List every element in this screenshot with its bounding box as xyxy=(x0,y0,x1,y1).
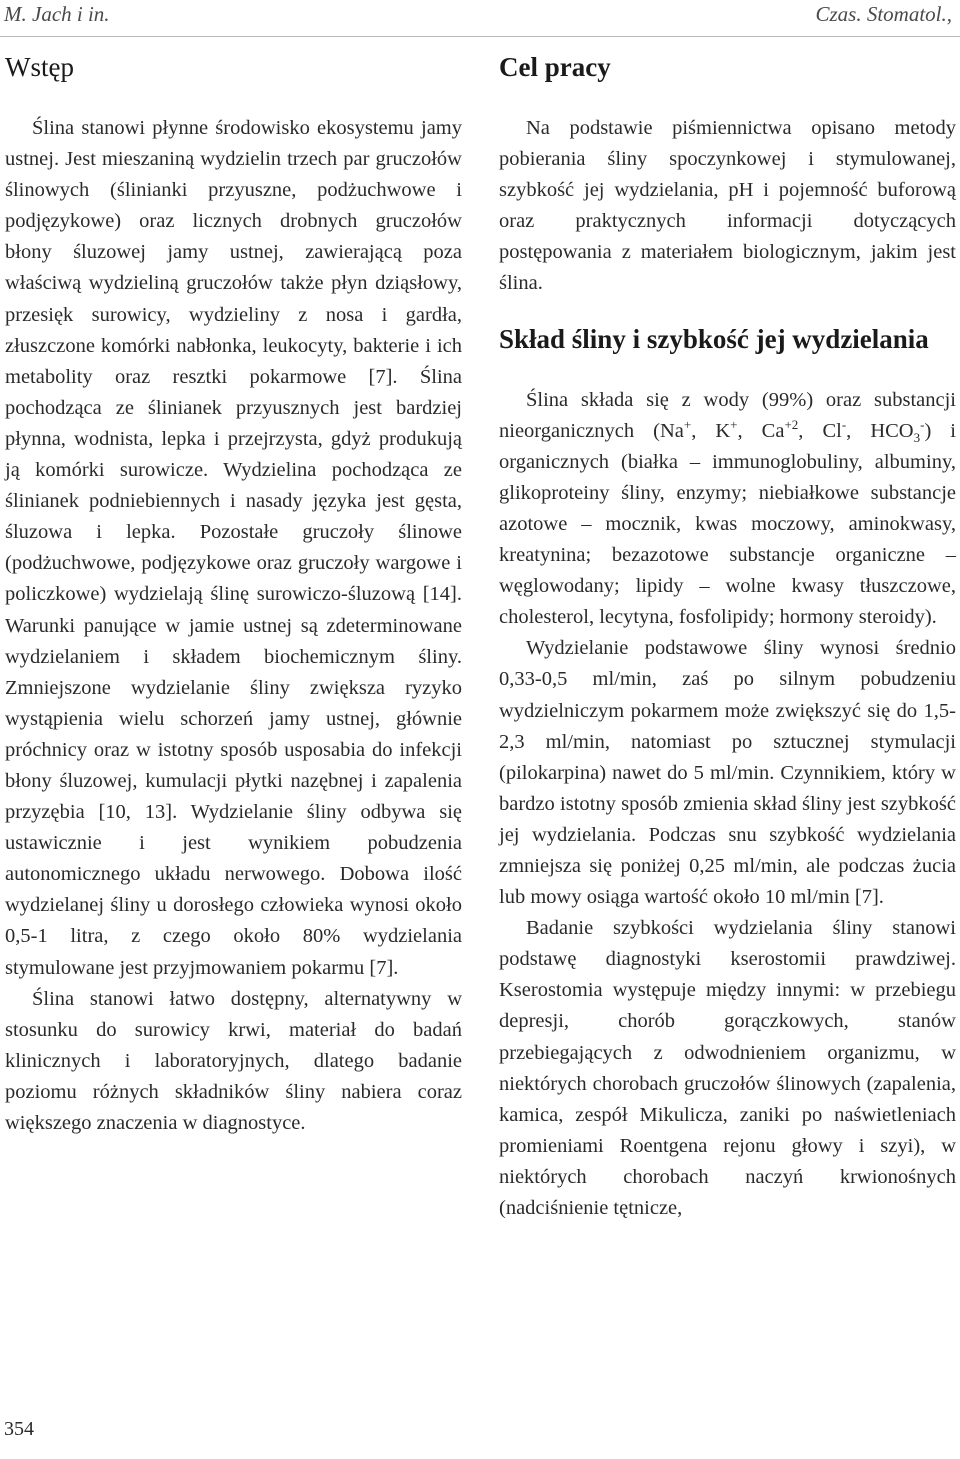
bicarbonate-subscript: 3 xyxy=(913,429,921,445)
right-column xyxy=(499,52,956,1224)
composition-text-5: , HCO xyxy=(846,419,914,442)
sodium-charge: + xyxy=(683,416,692,432)
chloride-charge: - xyxy=(841,416,847,432)
composition-paragraph xyxy=(499,385,956,634)
composition-text-1: Ślina składa się z wody (99%) oraz substancji nieorganicznych (Na xyxy=(499,388,956,442)
running-head-journal: Czas. Stomatol., xyxy=(815,2,952,26)
left-column xyxy=(5,52,462,1139)
composition-text-2: , K xyxy=(691,419,731,442)
section-title-aim: Cel pracy xyxy=(499,52,611,82)
potassium-charge: + xyxy=(730,416,738,432)
section-title-introduction: Wstęp xyxy=(5,52,74,82)
composition-text-6: ) i organicznych (białka – immunoglobuliny, albuminy, glikoproteiny śliny, enzymy; niebiałkowe substancje azotowe – mocznik, kwas moczowy, aminokwasy, kreatynina; bezazotowe substancje organiczne – węglowodany; lipidy – wolne kwasy tłuszczowe, cholesterol, lecytyna, fosfolipidy; hormony steroidy). xyxy=(499,419,957,629)
bicarbonate-charge: - xyxy=(920,416,925,432)
aim-paragraph: Na podstawie piśmiennictwa opisano metody pobierania śliny spoczynkowej i stymulowanej, szybkość jej wydzielania, pH i pojemność buforową oraz praktycznych informacji dotyczących postępowania z materiałem biologicznym, jakim jest ślina. xyxy=(499,117,956,295)
calcium-charge: +2 xyxy=(784,416,799,432)
section-title-composition: Skład śliny i szybkość jej wydzielania xyxy=(499,323,929,354)
intro-paragraph-1: Ślina stanowi płynne środowisko ekosystemu jamy ustnej. Jest mieszaniną wydzielin trzech par gruczołów ślinowych (ślinianki przyuszne, podżuchwowe i podjęzykowe) oraz licznych drobnych gruczołów błony śluzowej jamy ustnej, zawierającą poza właściwą wydzieliną gruczołów także płyn dziąsłowy, przesięk surowicy, wydzieliny z nosa i gardła, złuszczone komórki nabłonka, leukocyty, bakterie i ich metabolity oraz resztki pokarmowe [7]. Ślina pochodząca ze ślinianek przyusznych jest bardziej płynna, wodnista, lepka i przejrzysta, gdyż produkują ją komórki surowicze. Wydzielina pochodząca ze ślinianek podniebiennych i nasady języka jest gęsta, śluzowa i lepka. Pozostałe gruczoły ślinowe (podżuchwowe, podjęzykowe oraz gruczoły wargowe i policzkowe) wydzielają ślinę surowiczo-śluzową [14]. Warunki panujące w jamie ustnej są zdeterminowane wydzielaniem i składem biochemicznym śliny. Zmniejszone wydzielanie śliny zwiększa ryzyko wystąpienia wielu schorzeń jamy ustnej, głównie próchnicy oraz w istotny sposób usposabia do infekcji błony śluzowej, kumulacji płytki nazębnej i zapalenia przyzębia [10, 13]. Wydzielanie śliny odbywa się ustawicznie i jest wynikiem pobudzenia autonomicznego układu nerwowego. Dobowa ilość wydzielanej śliny u dorosłego człowieka wynosi około 0,5-1 litra, z czego około 80% wydzielania stymulowane jest przyjmowaniem pokarmu [7]. xyxy=(5,117,462,979)
header-divider xyxy=(0,36,960,37)
page-number: 354 xyxy=(4,1418,34,1440)
composition-text-3: , Ca xyxy=(737,419,785,442)
composition-text-4: , Cl xyxy=(798,419,842,442)
intro-paragraph-2: Ślina stanowi łatwo dostępny, alternatywny w stosunku do surowicy krwi, materiał do badań klinicznych i laboratoryjnych, dlatego badanie poziomu różnych składników śliny nabiera coraz większego znaczenia w diagnostyce. xyxy=(5,987,462,1134)
secretion-rate-paragraph: Wydzielanie podstawowe śliny wynosi średnio 0,33-0,5 ml/min, zaś po silnym pobudzeniu wydzielniczym pokarmem może zwiększyć się do 1,5-2,3 ml/min, natomiast po sztucznej stymulacji (pilokarpina) nawet do 5 ml/min. Czynnikiem, który w bardzo istotny sposób zmienia skład śliny jest szybkość jej wydzielania. Podczas snu szybkość wydzielania zmniejsza się poniżej 0,25 ml/min, ale podczas żucia lub mowy osiąga wartość około 10 ml/min [7]. xyxy=(499,637,956,909)
running-head-authors: M. Jach i in. xyxy=(4,2,110,26)
xerostomia-paragraph: Badanie szybkości wydzielania śliny stanowi podstawę diagnostyki kserostomii prawdziwej. Kserostomia występuje między innymi: w przebiegu depresji, chorób gorączkowych, stanów przebiegających z odwodnieniem organizmu, w niektórych chorobach gruczołów ślinowych (zapalenia, kamica, zespół Mikulicza, zaniki po naświetleniach promieniami Roentgena rejonu głowy i szyi), w niektórych chorobach naczyń krwionośnych (nadciśnienie tętnicze, xyxy=(499,917,956,1219)
